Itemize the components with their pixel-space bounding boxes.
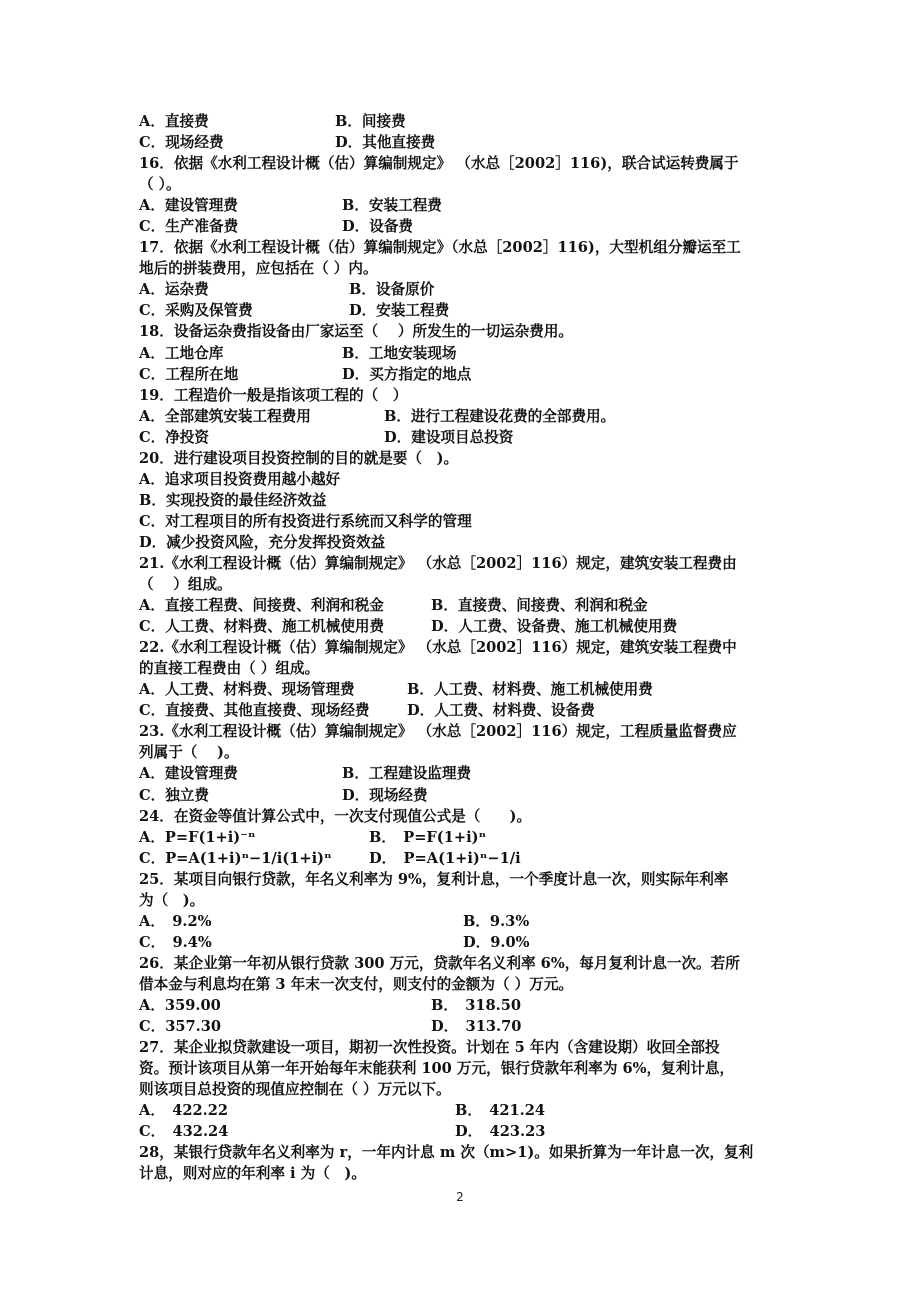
option-row bbox=[139, 195, 784, 216]
option: C． 9.4% bbox=[139, 933, 212, 951]
question-22-text: 的直接工程费由（ ）组成。 bbox=[139, 660, 320, 678]
option: C．独立费 bbox=[139, 786, 209, 804]
question-16-text: （ ）。 bbox=[139, 176, 181, 194]
question-23-text: 23.《水利工程设计概（估）算编制规定》 （水总［2002］116）规定，工程质量监督费应 bbox=[139, 723, 737, 741]
option: D． P=A(1+i)ⁿ−1/i bbox=[369, 849, 521, 867]
option-row bbox=[139, 595, 784, 616]
question-26-text: 26．某企业第一年初从银行贷款 300 万元，贷款年名义利率 6%，每月复利计息一次。若所 bbox=[139, 954, 740, 972]
option: B．工地安装现场 bbox=[342, 344, 457, 362]
option: A．建设管理费 bbox=[139, 197, 238, 215]
option: D． 423.23 bbox=[455, 1123, 546, 1141]
option: B．进行工程建设花费的全部费用。 bbox=[384, 407, 616, 425]
question-28-text: 28，某银行贷款年名义利率为 r，一年内计息 m 次（m>1)。如果折算为一年计息一次，复利 bbox=[139, 1144, 754, 1162]
option-row bbox=[139, 364, 784, 385]
option: A．全部建筑安装工程费用 bbox=[139, 407, 311, 425]
option-row bbox=[139, 1121, 784, 1142]
option: D．买方指定的地点 bbox=[342, 365, 472, 383]
question-27-text: 则该项目总投资的现值应控制在（ ）万元以下。 bbox=[139, 1081, 451, 1099]
option-row bbox=[139, 932, 784, 953]
question-list bbox=[139, 111, 784, 1184]
option: B．实现投资的最佳经济效益 bbox=[139, 491, 327, 509]
option-row bbox=[139, 1100, 784, 1121]
question-26-text: 借本金与利息均在第 3 年末一次支付，则支付的金额为（ ）万元。 bbox=[139, 975, 574, 993]
option-row bbox=[139, 406, 784, 427]
question-23-text: 列属于（ )。 bbox=[139, 744, 239, 762]
option-row bbox=[139, 1016, 784, 1037]
page-number: 2 bbox=[456, 1190, 464, 1204]
option: A． 9.2% bbox=[139, 912, 212, 930]
option: C．采购及保管费 bbox=[139, 302, 253, 320]
option-row bbox=[139, 785, 784, 806]
option: C．P=A(1+i)ⁿ−1/i(1+i)ⁿ bbox=[139, 849, 332, 867]
option: C．357.30 bbox=[139, 1018, 222, 1036]
option: D．安装工程费 bbox=[349, 302, 450, 320]
option: A．直接工程费、间接费、利润和税金 bbox=[139, 597, 384, 615]
option-row bbox=[139, 300, 784, 321]
option-row bbox=[139, 848, 784, 869]
option: B．间接费 bbox=[335, 113, 406, 130]
option: A．P=F(1+i)⁻ⁿ bbox=[139, 828, 256, 846]
option: B． 318.50 bbox=[431, 996, 522, 1014]
option-row bbox=[139, 427, 784, 448]
option: B．直接费、间接费、利润和税金 bbox=[431, 597, 648, 615]
option-row bbox=[139, 343, 784, 364]
option: C．净投资 bbox=[139, 428, 209, 446]
option: D． 313.70 bbox=[431, 1018, 522, 1036]
question-18-text: 18．设备运杂费指设备由厂家运至（ ）所发生的一切运杂费用。 bbox=[139, 323, 574, 341]
option: D．设备费 bbox=[342, 218, 414, 236]
option: C．对工程项目的所有投资进行系统而又科学的管理 bbox=[139, 512, 472, 530]
question-28-text: 计息，则对应的年利率 i 为（ )。 bbox=[139, 1165, 366, 1183]
option: B． 421.24 bbox=[455, 1102, 546, 1120]
option: B．人工费、材料费、施工机械使用费 bbox=[407, 681, 653, 699]
option: D．其他直接费 bbox=[335, 134, 436, 152]
option-row bbox=[139, 827, 784, 848]
question-27-text: 资。预计该项目从第一年开始每年末能获利 100 万元，银行贷款年利率为 6%，复利计息， bbox=[139, 1060, 735, 1078]
option: A．直接费 bbox=[139, 113, 209, 130]
option-row bbox=[139, 911, 784, 932]
option: C．直接费、其他直接费、现场经费 bbox=[139, 702, 370, 720]
question-19-text: 19．工程造价一般是指该项工程的（ ） bbox=[139, 386, 408, 404]
option-row bbox=[139, 616, 784, 637]
option-row bbox=[139, 763, 784, 784]
option-row bbox=[139, 216, 784, 237]
option: A．359.00 bbox=[139, 996, 221, 1014]
option: B．9.3% bbox=[463, 912, 530, 930]
option-row bbox=[139, 679, 784, 700]
option: D．现场经费 bbox=[342, 786, 428, 804]
question-22-text: 22.《水利工程设计概（估）算编制规定》 （水总［2002］116）规定，建筑安装工程费中 bbox=[139, 639, 737, 657]
option: A．工地仓库 bbox=[139, 344, 224, 362]
question-25-text: 25．某项目向银行贷款，年名义利率为 9%，复利计息，一个季度计息一次，则实际年利率 bbox=[139, 870, 729, 888]
option: C．生产准备费 bbox=[139, 218, 239, 236]
option: C． 432.24 bbox=[139, 1123, 229, 1141]
option: A．建设管理费 bbox=[139, 765, 238, 783]
option: D．建设项目总投资 bbox=[384, 428, 514, 446]
option: D．减少投资风险，充分发挥投资效益 bbox=[139, 533, 386, 551]
option: D．人工费、材料费、设备费 bbox=[407, 702, 595, 720]
option-row bbox=[139, 132, 784, 153]
option: B．设备原价 bbox=[349, 281, 435, 299]
question-17-text: 17．依据《水利工程设计概（估）算编制规定》（水总［2002］116)，大型机组分瓣运至工 bbox=[139, 239, 741, 257]
option-row bbox=[139, 995, 784, 1016]
question-24-text: 24．在资金等值计算公式中，一次支付现值公式是（ )。 bbox=[139, 807, 532, 825]
option: C．现场经费 bbox=[139, 134, 224, 152]
option-row bbox=[139, 111, 784, 132]
option: B．安装工程费 bbox=[342, 197, 442, 215]
question-20-text: 20．进行建设项目投资控制的目的就是要（ )。 bbox=[139, 449, 459, 467]
question-27-text: 27．某企业拟贷款建设一项目，期初一次性投资。计划在 5 年内（含建设期）收回全部投 bbox=[139, 1039, 720, 1057]
option: A．追求项目投资费用越小越好 bbox=[139, 470, 341, 488]
question-25-text: 为（ )。 bbox=[139, 891, 205, 909]
option: A． 422.22 bbox=[139, 1102, 229, 1120]
option: C．工程所在地 bbox=[139, 365, 239, 383]
option: B．工程建设监理费 bbox=[342, 765, 472, 783]
option: D．9.0% bbox=[463, 933, 530, 951]
option-row bbox=[139, 279, 784, 300]
question-16-text: 16．依据《水利工程设计概（估）算编制规定》 （水总［2002］116)，联合试运转费属于 bbox=[139, 155, 739, 173]
question-21-text: 21.《水利工程设计概（估）算编制规定》 （水总［2002］116）规定，建筑安装工程费由 bbox=[139, 554, 737, 572]
option: D．人工费、设备费、施工机械使用费 bbox=[431, 618, 678, 636]
option: A．人工费、材料费、现场管理费 bbox=[139, 681, 355, 699]
option: A．运杂费 bbox=[139, 281, 209, 299]
option: B． P=F(1+i)ⁿ bbox=[369, 828, 487, 846]
question-21-text: （ ）组成。 bbox=[139, 576, 232, 594]
option-row bbox=[139, 700, 784, 721]
question-17-text: 地后的拼装费用，应包括在（ ）内。 bbox=[139, 260, 378, 278]
option: C．人工费、材料费、施工机械使用费 bbox=[139, 618, 385, 636]
